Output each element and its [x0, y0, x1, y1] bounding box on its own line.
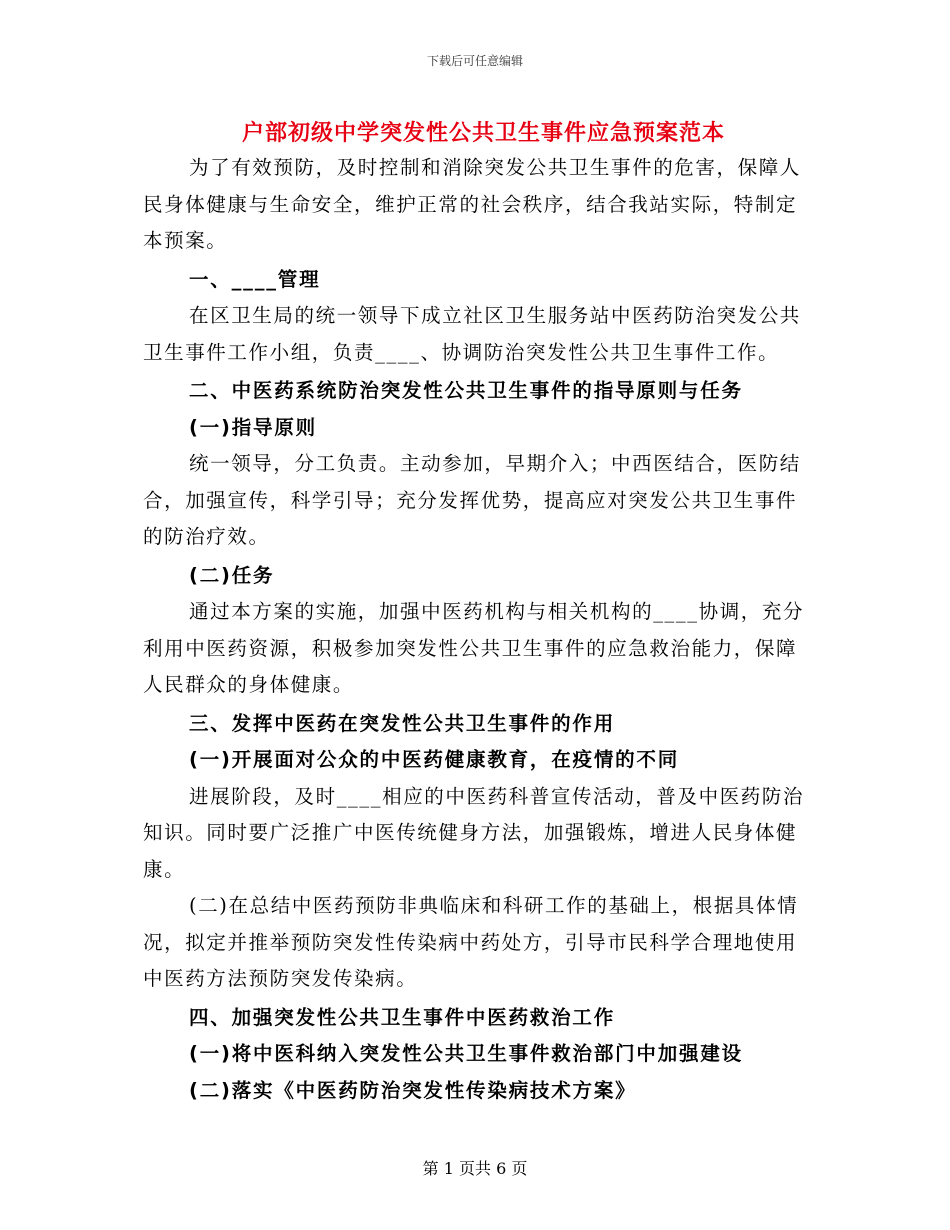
page-footer: 第 1 页共 6 页 — [422, 1159, 528, 1178]
subsection-heading-2-1: (一)指导原则 — [189, 415, 317, 439]
header-note: 下载后可任意编辑 — [426, 54, 523, 68]
intro-paragraph: 为了有效预防，及时控制和消除突发公共卫生事件的危害，保障人民身体健康与生命安全，维护正常的社会秩序，结合我站实际，特制定本预案。 — [143, 156, 801, 252]
subsection-3-2-paragraph: (二)在总结中医药预防非典临床和科研工作的基础上，根据具体情况，拟定并推举预防突发性传染病中药处方，引导市民科学合理地使用中医药方法预防突发传染病。 — [143, 894, 799, 990]
section-1-paragraph: 在区卫生局的统一领导下成立社区卫生服务站中医药防治突发公共卫生事件工作小组，负责____、协调防治突发性公共卫生事件工作。 — [143, 304, 801, 364]
subsection-heading-4-2: (二)落实《中医药防治突发性传染病技术方案》 — [189, 1078, 637, 1102]
section-heading-3: 三、发挥中医药在突发性公共卫生事件的作用 — [189, 711, 616, 735]
subsection-3-1-paragraph: 进展阶段，及时____相应的中医药科普宣传活动，普及中医药防治知识。同时要广泛推广中医传统健身方法，加强锻炼，增进人民身体健康。 — [143, 784, 805, 881]
subsection-2-2-paragraph: 通过本方案的实施，加强中医药机构与相关机构的____协调，充分利用中医药资源，积极参加突发性公共卫生事件的应急救治能力，保障人民群众的身体健康。 — [143, 600, 805, 696]
document-body — [143, 150, 808, 1109]
section-heading-4: 四、加强突发性公共卫生事件中医药救治工作 — [189, 1005, 616, 1029]
subsection-heading-4-1: (一)将中医科纳入突发性公共卫生事件救治部门中加强建设 — [189, 1042, 743, 1065]
section-heading-2: 二、中医药系统防治突发性公共卫生事件的指导原则与任务 — [189, 379, 743, 402]
document-title: 户部初级中学突发性公共卫生事件应急预案范本 — [242, 120, 726, 146]
subsection-heading-2-2: (二)任务 — [189, 563, 275, 587]
subsection-heading-3-1: (一)开展面对公众的中医药健康教育，在疫情的不同 — [189, 748, 680, 771]
section-heading-1: 一、____管理 — [189, 267, 321, 291]
subsection-2-1-paragraph: 统一领导，分工负责。主动参加，早期介入；中西医结合，医防结合，加强宣传，科学引导；充分发挥优势，提高应对突发公共卫生事件的防治疗效。 — [143, 452, 801, 548]
